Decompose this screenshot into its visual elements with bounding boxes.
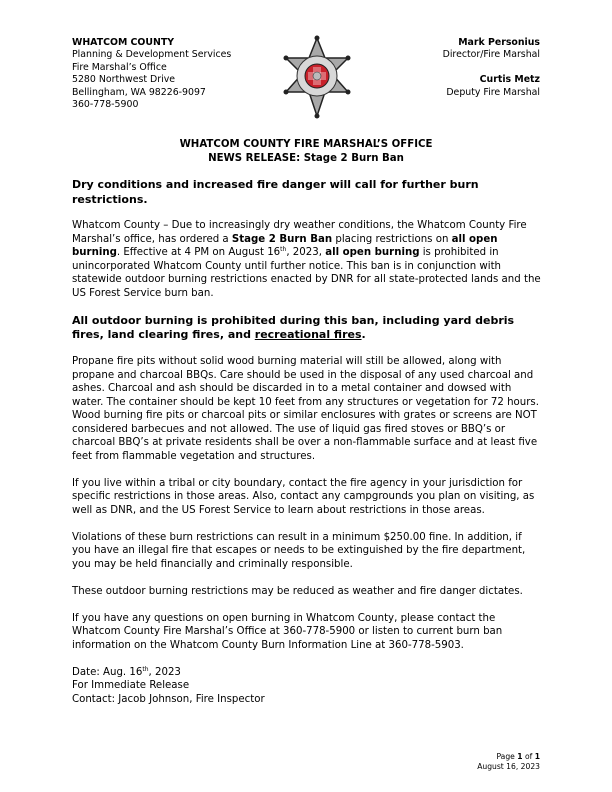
phone: 360-778-5900: [72, 99, 139, 111]
release-meta: [72, 666, 542, 707]
bold-run: all open burning: [325, 247, 420, 258]
current-page: 1: [517, 752, 523, 761]
text-run: .: [361, 327, 366, 341]
ordinal-suffix: th: [142, 665, 149, 673]
bold-run: Stage 2 Burn Ban: [231, 233, 333, 245]
page-number: [477, 752, 540, 762]
page-footer: [477, 752, 540, 772]
release-type: For Immediate Release: [72, 680, 190, 691]
date-text: Date: Aug. 16: [72, 666, 143, 678]
text-run: Page: [496, 752, 518, 761]
text-run: . Effective at 4 PM on August 16: [116, 247, 281, 258]
city-state-zip: Bellingham, WA 98226-9097: [72, 86, 206, 98]
ordinal-suffix: th: [280, 246, 287, 253]
director-title: Director/Fire Marshal: [442, 49, 540, 61]
underlined-run: recreational fires: [254, 327, 362, 341]
title-line-2: NEWS RELEASE: Stage 2 Burn Ban: [208, 152, 404, 164]
text-run: , 2023,: [286, 247, 326, 258]
text-run: Whatcom County – Due to increasingly dry weather conditions, the Whatcom County Fire Marshal’s office, has ordered a: [72, 220, 527, 245]
document-title: [72, 138, 540, 165]
paragraph-jurisdiction: If you live within a tribal or city boundary, contact the fire agency in your jurisdiction for specific restrictions in those areas. Also, contact any campgrounds you plan on visiting, as well as DNR, and the US Forest Service to learn about restrictions in those areas.: [72, 477, 535, 516]
letterhead-right: [443, 37, 540, 99]
total-pages: 1: [534, 752, 540, 761]
title-line-1: WHATCOM COUNTY FIRE MARSHAL’S OFFICE: [179, 139, 433, 150]
paragraph-prohibition: [72, 314, 542, 342]
text-run: of: [522, 752, 535, 761]
paragraph-allowed: Propane fire pits without solid wood burning material will still be allowed, along with propane and charcoal BBQs. Care should be used in the disposal of any used charcoal and ashes. Charcoal and ash should be discarded in to a metal container and dowsed with water. The container should be kept 10 feet from any structures or vegetation for 72 hours. Wood burning fire pits or charcoal pits or similar enclosures with grates or screens are NOT considered barbecues and not allowed. The use of liquid gas fired stoves or BBQ’s or charcoal BBQ’s at private residents shall be over a non-flammable surface and at least five feet from flammable vegetation and structures.: [72, 356, 539, 462]
paragraph-contact-info: If you have any questions on open burning in Whatcom County, please contact the Whatcom County Fire Marshal’s Office at 360-778-5900 or listen to current burn ban information on the Whatcom County Burn Information Line at 360-778-5903.: [72, 612, 503, 651]
fire-marshal-star-badge-icon: [282, 34, 352, 122]
deputy-name: Curtis Metz: [479, 74, 540, 86]
document-body: [72, 178, 542, 706]
text-run: All outdoor burning is prohibited during this ban, including yard debris fires, land clearing fires, and: [72, 313, 515, 341]
paragraph-violations: Violations of these burn restrictions can result in a minimum $250.00 fine. In addition, if you have an illegal fire that escapes or needs to be extinguished by the fire department, you may be held financially and criminally responsible.: [72, 531, 526, 570]
department: Planning & Development Services: [72, 49, 232, 61]
release-contact: Contact: Jacob Johnson, Fire Inspector: [72, 693, 265, 705]
paragraph-reduction: These outdoor burning restrictions may be reduced as weather and fire danger dictates.: [72, 585, 523, 597]
release-date: [72, 666, 542, 680]
date-text: , 2023: [148, 666, 181, 678]
lead-paragraph: Dry conditions and increased fire danger will call for further burn restrictions.: [72, 178, 479, 206]
office: Fire Marshal’s Office: [72, 61, 167, 73]
bold-run: all open burning: [72, 233, 498, 258]
paragraph-announcement: [72, 219, 542, 300]
text-run: is prohibited in unincorporated Whatcom County until further notice. This ban is in conjunction with statewide outdoor burning restrictions enacted by DNR for all state-protected lands and the US Forest Service burn ban.: [72, 247, 541, 299]
footer-date: August 16, 2023: [477, 762, 540, 771]
director-name: Mark Personius: [458, 37, 540, 48]
org-name: WHATCOM COUNTY: [72, 37, 175, 48]
letterhead-left: [72, 37, 231, 111]
text-run: placing restrictions on: [332, 233, 452, 245]
deputy-title: Deputy Fire Marshal: [446, 86, 540, 98]
street-address: 5280 Northwest Drive: [72, 74, 176, 86]
